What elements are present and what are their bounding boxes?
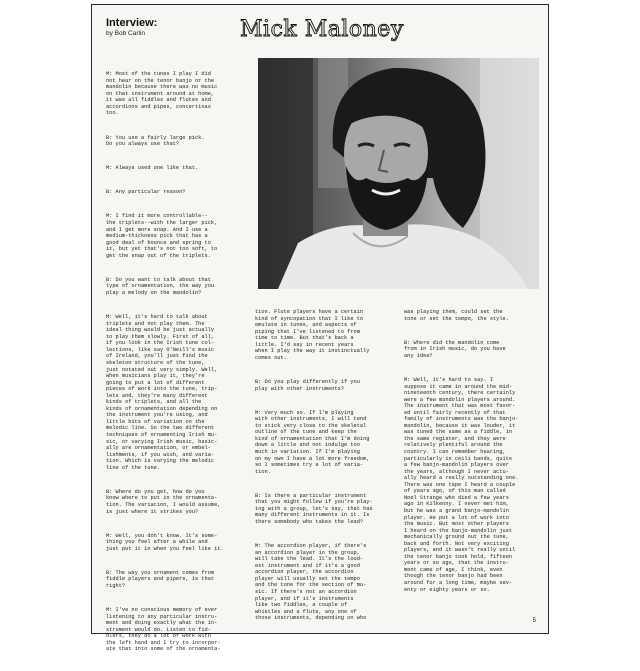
- paragraph: B: The way you ornament comes from fiddle players and pipers, is that right?: [106, 569, 215, 589]
- section-label: Interview:: [106, 17, 158, 29]
- paragraph: was playing them, could set the tone or set the tempo, the style.: [404, 309, 509, 322]
- paragraph: M: Most of the tunes I play I did not hear on the tenor banjo or the mandolin because there was no music on that instrument around at home, it was all fiddles and flutes and accordions and pipes, concertinas too.: [106, 71, 218, 117]
- portrait-photo: [258, 58, 539, 289]
- paragraph: M: I've no conscious memory of ever listening to any particular instru- ment and doing exactly what the in- strument would do. Listen to fid- dlers, they do a lot of work with the left hand and I try to incorpor- ate that into some of the ornamenta-: [106, 607, 221, 653]
- paragraph: B: Where did the mandolin come from in Irish music, do you have any idea?: [404, 339, 506, 359]
- byline: by Bob Carlin: [106, 30, 146, 37]
- paragraph: M: Well, it's hard to say. I suppose it came in around the mid- nineteenth century, there certainly were a few mandolin players around. The instrument that was most favor- ed until fairly recently of that family of instruments was the banjo- mandolin, because it was louder, it was tuned the same as a fiddle, in the same register, and they were relatively plentiful around the country. I can remember hearing, particularly in ceili bands, quite a few banjo-mandolin players over the years, although I never actu- ally heard a really outstanding one. There was one tape I heard a couple of years ago, of this man called Noel Strange who died a few years ago in Kilkenny. I never met him, but he was a grand banjo-mandolin player. He put a lot of work into the music. But most other players I heard on the banjo-mandolin just mechanically ground out the tune, back and forth. Not very exciting players, and it wasn't really until the tenor banjo took hold, fifteen years or so ago, that the instru- ment came of age, I think, even though the tenor banjo had been around for a long time, maybe sev- enty or eighty years or so.: [404, 377, 519, 593]
- paragraph: M: Well, you don't know. It's some- thing you feel after a while and just put it in when you feel like it.: [106, 532, 224, 552]
- paragraph: B: Where do you get, how do you know where to put in the ornamenta- tion. The variation, I would assume, is just where it strikes you?: [106, 488, 221, 515]
- paragraph: tion. Flute players have a certain kind of syncopation that I like to emulate in tunes, and aspects of piping that I've listened to from time to time. But that's back a little. I'd say in recent years when I play the way it instinctually comes out.: [255, 309, 370, 361]
- paragraph: B: You use a fairly large pick. Do you always use that?: [106, 134, 205, 148]
- paragraph: B: Any particular reason?: [106, 189, 186, 196]
- portrait-image: [258, 58, 539, 289]
- paragraph: M: I find it more controllable-- the triplets--with the larger pick, and I get more snap. And I use a medium-thickness pick that has a good deal of bounce and spring to it, but yet that's not too soft, to get the snap out of the triplets.: [106, 213, 218, 259]
- page-number: 5: [532, 618, 536, 624]
- paragraph: M: Very much so. If I'm playing with other instruments, I will tend to stick very close to the skeletal outline of the tune and keep the kind of ornamentation that I'm doing down a little and not indulge too much in variation. If I'm playing on my own I have a lot more freedom, so I sometimes try a lot of varia- tion.: [255, 409, 370, 475]
- paragraph: M: Always used one like that.: [106, 165, 199, 172]
- article-column-middle: [255, 296, 399, 639]
- article-title: Mick Maloney: [240, 17, 404, 42]
- paragraph: B: Do you play differently if you play with other instruments?: [255, 379, 360, 392]
- magazine-page: [91, 4, 549, 653]
- paragraph: M: Well, it's hard to talk about triplets and not play them. The ideal thing would be just actually to play them slowly. First of all, if you look in the Irish tune col- lections, like say O'Neill's music of Ireland, you'll just find the skeleton structure of the tune, just notated out very simply. Well, when musicians play it, they're going to put a lot of different pieces of work into the tune, trip- lets and, they're many different kinds of triplets, and all the kinds of ornamentation depending on the instrument you're using, and little bits of variation on the melodic line. So the two different techniques of ornamenting Irish mu- sic, or varying Irish music, basic- ally are ornamentation, or embel- lishments, if you wish, and varia- tion. Which is varying the melodic line of the tune.: [106, 314, 218, 471]
- article-column-right: [404, 296, 546, 611]
- article-column-left: [106, 58, 262, 671]
- paragraph: B: Do you want to talk about that type of ornamentation, the way you play a melody on the mandolin?: [106, 276, 215, 296]
- paragraph: M: The accordion player, if there's an accordion player in the group, will take the lead. It's the loud- est instrument and if it's a good accordion player, the accordion player will usually set the tempo and the tone for the section of mu- sic. If there's not an accordion player, and if it's instruments like two fiddles, a couple of whistles and a flute, any one of those instruments, depending on who: [255, 543, 367, 622]
- paragraph: B: Is there a particular instrument that you might follow if you're play- ing with a group, let's say, that has many different instruments in it. Is there somebody who takes the lead?: [255, 492, 373, 525]
